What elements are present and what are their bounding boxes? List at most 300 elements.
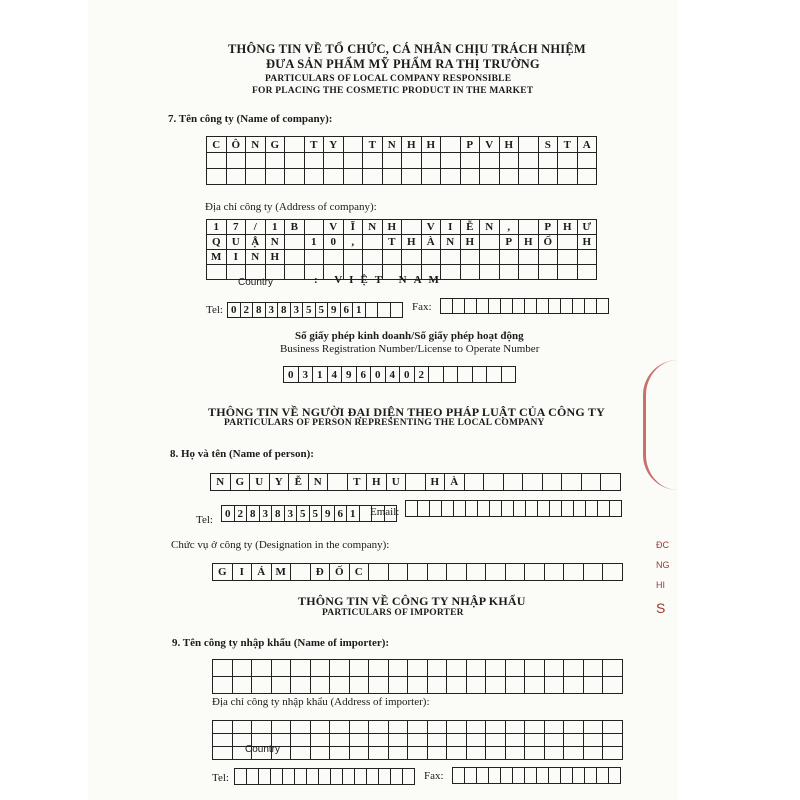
char-cell[interactable] xyxy=(539,265,559,280)
char-cell[interactable]: 0 xyxy=(284,367,299,383)
char-cell[interactable]: 5 xyxy=(310,506,323,522)
char-cell[interactable] xyxy=(539,250,559,265)
char-cell[interactable] xyxy=(467,721,487,734)
company-name-grid[interactable] xyxy=(206,136,597,185)
char-cell[interactable] xyxy=(350,734,370,747)
char-cell[interactable] xyxy=(403,769,415,785)
char-cell[interactable] xyxy=(525,564,545,581)
char-cell[interactable] xyxy=(305,169,325,185)
char-cell[interactable] xyxy=(408,564,428,581)
char-cell[interactable] xyxy=(506,677,526,694)
char-cell[interactable]: Y xyxy=(270,474,290,491)
char-cell[interactable] xyxy=(486,564,506,581)
char-cell[interactable]: 0 xyxy=(324,235,344,250)
char-cell[interactable] xyxy=(454,501,466,517)
char-cell[interactable]: N xyxy=(266,235,286,250)
char-cell[interactable] xyxy=(389,677,409,694)
char-cell[interactable] xyxy=(545,677,565,694)
char-cell[interactable] xyxy=(311,660,331,677)
char-cell[interactable] xyxy=(207,265,227,280)
char-cell[interactable]: Ô xyxy=(227,137,247,153)
char-cell[interactable] xyxy=(266,153,286,169)
char-cell[interactable] xyxy=(506,734,526,747)
char-cell[interactable]: T xyxy=(383,235,403,250)
char-cell[interactable] xyxy=(603,677,623,694)
char-cell[interactable] xyxy=(408,734,428,747)
char-cell[interactable] xyxy=(578,265,598,280)
char-cell[interactable] xyxy=(213,721,233,734)
char-cell[interactable] xyxy=(422,153,442,169)
importer-name-grid[interactable] xyxy=(212,659,623,694)
char-cell[interactable] xyxy=(246,153,266,169)
char-cell[interactable] xyxy=(402,153,422,169)
company-fax-grid[interactable] xyxy=(440,298,609,314)
char-cell[interactable] xyxy=(558,265,578,280)
char-cell[interactable] xyxy=(466,501,478,517)
char-cell[interactable]: V xyxy=(422,220,442,235)
char-cell[interactable]: 1 xyxy=(313,367,328,383)
char-cell[interactable]: 6 xyxy=(335,506,348,522)
char-cell[interactable]: Ố xyxy=(539,235,559,250)
char-cell[interactable]: C xyxy=(207,137,227,153)
char-cell[interactable] xyxy=(428,721,448,734)
char-cell[interactable] xyxy=(526,501,538,517)
char-cell[interactable] xyxy=(500,250,520,265)
char-cell[interactable]: 1 xyxy=(305,235,325,250)
char-cell[interactable] xyxy=(564,747,584,760)
char-cell[interactable]: H xyxy=(422,137,442,153)
char-cell[interactable] xyxy=(584,721,604,734)
char-cell[interactable] xyxy=(506,747,526,760)
char-cell[interactable]: N xyxy=(383,137,403,153)
char-cell[interactable] xyxy=(428,747,448,760)
char-cell[interactable]: G xyxy=(231,474,251,491)
char-cell[interactable] xyxy=(344,153,364,169)
char-cell[interactable] xyxy=(539,153,559,169)
char-cell[interactable]: A xyxy=(578,137,598,153)
char-cell[interactable] xyxy=(506,564,526,581)
char-cell[interactable]: Ậ xyxy=(246,235,266,250)
char-cell[interactable] xyxy=(561,299,573,314)
char-cell[interactable] xyxy=(501,299,513,314)
char-cell[interactable]: , xyxy=(500,220,520,235)
char-cell[interactable] xyxy=(285,265,305,280)
char-cell[interactable]: G xyxy=(266,137,286,153)
char-cell[interactable] xyxy=(305,250,325,265)
char-cell[interactable]: 3 xyxy=(266,303,279,318)
char-cell[interactable] xyxy=(525,677,545,694)
char-cell[interactable]: N xyxy=(246,137,266,153)
char-cell[interactable]: 7 xyxy=(227,220,247,235)
char-cell[interactable]: 0 xyxy=(228,303,241,318)
char-cell[interactable]: 4 xyxy=(386,367,401,383)
char-cell[interactable]: 5 xyxy=(303,303,316,318)
char-cell[interactable] xyxy=(252,660,272,677)
char-cell[interactable] xyxy=(477,768,489,784)
char-cell[interactable]: 0 xyxy=(222,506,235,522)
char-cell[interactable] xyxy=(324,169,344,185)
importer-tel-grid[interactable] xyxy=(234,768,415,785)
char-cell[interactable] xyxy=(545,721,565,734)
char-cell[interactable] xyxy=(539,169,559,185)
char-cell[interactable] xyxy=(367,769,379,785)
char-cell[interactable] xyxy=(291,564,311,581)
char-cell[interactable] xyxy=(227,153,247,169)
char-cell[interactable] xyxy=(389,721,409,734)
char-cell[interactable]: H xyxy=(383,220,403,235)
char-cell[interactable] xyxy=(506,660,526,677)
char-cell[interactable] xyxy=(344,137,364,153)
char-cell[interactable] xyxy=(350,677,370,694)
char-cell[interactable] xyxy=(486,747,506,760)
char-cell[interactable] xyxy=(525,747,545,760)
char-cell[interactable] xyxy=(558,250,578,265)
char-cell[interactable] xyxy=(428,660,448,677)
char-cell[interactable] xyxy=(603,564,623,581)
char-cell[interactable] xyxy=(285,153,305,169)
char-cell[interactable]: 9 xyxy=(328,303,341,318)
char-cell[interactable] xyxy=(207,169,227,185)
char-cell[interactable] xyxy=(564,660,584,677)
char-cell[interactable]: 2 xyxy=(235,506,248,522)
char-cell[interactable] xyxy=(213,677,233,694)
char-cell[interactable] xyxy=(465,474,485,491)
char-cell[interactable] xyxy=(609,768,621,784)
char-cell[interactable] xyxy=(465,299,477,314)
char-cell[interactable] xyxy=(428,564,448,581)
char-cell[interactable]: B xyxy=(285,220,305,235)
char-cell[interactable] xyxy=(519,169,539,185)
char-cell[interactable] xyxy=(525,721,545,734)
char-cell[interactable] xyxy=(350,747,370,760)
char-cell[interactable] xyxy=(584,660,604,677)
char-cell[interactable]: 1 xyxy=(353,303,366,318)
char-cell[interactable] xyxy=(378,303,391,318)
char-cell[interactable] xyxy=(489,299,501,314)
char-cell[interactable] xyxy=(610,501,622,517)
char-cell[interactable] xyxy=(525,299,537,314)
char-cell[interactable] xyxy=(311,677,331,694)
char-cell[interactable] xyxy=(598,501,610,517)
char-cell[interactable] xyxy=(480,169,500,185)
char-cell[interactable]: Ố xyxy=(330,564,350,581)
char-cell[interactable] xyxy=(272,677,292,694)
char-cell[interactable] xyxy=(441,153,461,169)
char-cell[interactable] xyxy=(213,660,233,677)
char-cell[interactable] xyxy=(578,153,598,169)
char-cell[interactable] xyxy=(330,734,350,747)
char-cell[interactable] xyxy=(319,769,331,785)
char-cell[interactable]: 2 xyxy=(415,367,430,383)
char-cell[interactable] xyxy=(506,721,526,734)
char-cell[interactable] xyxy=(305,153,325,169)
char-cell[interactable] xyxy=(550,501,562,517)
char-cell[interactable] xyxy=(307,769,319,785)
char-cell[interactable] xyxy=(408,747,428,760)
char-cell[interactable] xyxy=(473,367,488,383)
char-cell[interactable] xyxy=(311,747,331,760)
char-cell[interactable] xyxy=(233,660,253,677)
char-cell[interactable] xyxy=(213,734,233,747)
char-cell[interactable] xyxy=(525,768,537,784)
char-cell[interactable] xyxy=(477,299,489,314)
char-cell[interactable] xyxy=(291,660,311,677)
char-cell[interactable] xyxy=(444,367,459,383)
char-cell[interactable] xyxy=(484,474,504,491)
char-cell[interactable] xyxy=(578,250,598,265)
char-cell[interactable] xyxy=(246,169,266,185)
char-cell[interactable] xyxy=(558,235,578,250)
char-cell[interactable]: N xyxy=(480,220,500,235)
char-cell[interactable] xyxy=(519,265,539,280)
char-cell[interactable] xyxy=(574,501,586,517)
char-cell[interactable] xyxy=(330,660,350,677)
char-cell[interactable]: 0 xyxy=(400,367,415,383)
char-cell[interactable]: 8 xyxy=(247,506,260,522)
char-cell[interactable] xyxy=(330,677,350,694)
char-cell[interactable] xyxy=(465,768,477,784)
char-cell[interactable]: H xyxy=(367,474,387,491)
char-cell[interactable]: H xyxy=(519,235,539,250)
char-cell[interactable]: U xyxy=(250,474,270,491)
char-cell[interactable] xyxy=(489,768,501,784)
char-cell[interactable] xyxy=(461,250,481,265)
char-cell[interactable] xyxy=(597,768,609,784)
char-cell[interactable]: H xyxy=(402,137,422,153)
char-cell[interactable] xyxy=(502,501,514,517)
char-cell[interactable]: 6 xyxy=(357,367,372,383)
char-cell[interactable] xyxy=(227,169,247,185)
char-cell[interactable] xyxy=(447,721,467,734)
char-cell[interactable]: H xyxy=(461,235,481,250)
char-cell[interactable]: 4 xyxy=(328,367,343,383)
char-cell[interactable]: N xyxy=(211,474,231,491)
char-cell[interactable] xyxy=(585,768,597,784)
char-cell[interactable] xyxy=(490,501,502,517)
char-cell[interactable] xyxy=(549,299,561,314)
char-cell[interactable] xyxy=(247,769,259,785)
char-cell[interactable]: 5 xyxy=(316,303,329,318)
char-cell[interactable]: Q xyxy=(207,235,227,250)
char-cell[interactable] xyxy=(430,501,442,517)
char-cell[interactable] xyxy=(343,769,355,785)
char-cell[interactable] xyxy=(330,721,350,734)
char-cell[interactable] xyxy=(391,769,403,785)
char-cell[interactable]: V xyxy=(480,137,500,153)
char-cell[interactable] xyxy=(458,367,473,383)
char-cell[interactable] xyxy=(369,747,389,760)
char-cell[interactable] xyxy=(428,734,448,747)
char-cell[interactable] xyxy=(480,235,500,250)
char-cell[interactable]: 2 xyxy=(241,303,254,318)
company-address-grid[interactable] xyxy=(206,219,597,280)
char-cell[interactable]: 3 xyxy=(285,506,298,522)
char-cell[interactable] xyxy=(383,250,403,265)
char-cell[interactable] xyxy=(402,169,422,185)
char-cell[interactable] xyxy=(504,474,524,491)
char-cell[interactable]: 9 xyxy=(342,367,357,383)
char-cell[interactable] xyxy=(486,660,506,677)
char-cell[interactable] xyxy=(285,235,305,250)
char-cell[interactable] xyxy=(501,768,513,784)
char-cell[interactable]: P xyxy=(539,220,559,235)
char-cell[interactable] xyxy=(467,564,487,581)
char-cell[interactable] xyxy=(369,721,389,734)
char-cell[interactable]: 3 xyxy=(299,367,314,383)
char-cell[interactable] xyxy=(564,677,584,694)
char-cell[interactable]: I xyxy=(441,220,461,235)
char-cell[interactable] xyxy=(564,734,584,747)
char-cell[interactable] xyxy=(538,501,550,517)
char-cell[interactable]: T xyxy=(305,137,325,153)
char-cell[interactable] xyxy=(233,721,253,734)
char-cell[interactable] xyxy=(573,768,585,784)
char-cell[interactable] xyxy=(585,299,597,314)
char-cell[interactable] xyxy=(402,220,422,235)
char-cell[interactable] xyxy=(213,747,233,760)
char-cell[interactable] xyxy=(389,564,409,581)
char-cell[interactable] xyxy=(480,250,500,265)
char-cell[interactable] xyxy=(311,721,331,734)
char-cell[interactable] xyxy=(543,474,563,491)
char-cell[interactable] xyxy=(573,299,585,314)
char-cell[interactable]: U xyxy=(227,235,247,250)
char-cell[interactable]: 6 xyxy=(341,303,354,318)
char-cell[interactable]: P xyxy=(500,235,520,250)
char-cell[interactable] xyxy=(235,769,247,785)
char-cell[interactable]: S xyxy=(539,137,559,153)
char-cell[interactable] xyxy=(441,137,461,153)
char-cell[interactable] xyxy=(408,677,428,694)
char-cell[interactable]: 3 xyxy=(260,506,273,522)
char-cell[interactable] xyxy=(305,220,325,235)
char-cell[interactable] xyxy=(383,153,403,169)
char-cell[interactable] xyxy=(545,660,565,677)
char-cell[interactable] xyxy=(467,677,487,694)
char-cell[interactable] xyxy=(562,474,582,491)
char-cell[interactable] xyxy=(291,747,311,760)
char-cell[interactable] xyxy=(389,660,409,677)
char-cell[interactable]: M xyxy=(207,250,227,265)
char-cell[interactable] xyxy=(291,721,311,734)
char-cell[interactable] xyxy=(453,299,465,314)
char-cell[interactable] xyxy=(603,747,623,760)
char-cell[interactable] xyxy=(561,768,573,784)
char-cell[interactable]: V xyxy=(324,220,344,235)
char-cell[interactable] xyxy=(558,169,578,185)
char-cell[interactable] xyxy=(363,153,383,169)
char-cell[interactable] xyxy=(461,153,481,169)
char-cell[interactable]: 0 xyxy=(371,367,386,383)
char-cell[interactable]: H xyxy=(578,235,598,250)
char-cell[interactable] xyxy=(519,250,539,265)
char-cell[interactable] xyxy=(467,734,487,747)
char-cell[interactable]: T xyxy=(558,137,578,153)
char-cell[interactable] xyxy=(285,169,305,185)
char-cell[interactable] xyxy=(502,367,517,383)
char-cell[interactable]: Y xyxy=(324,137,344,153)
char-cell[interactable] xyxy=(291,734,311,747)
char-cell[interactable]: , xyxy=(344,235,364,250)
char-cell[interactable]: H xyxy=(402,235,422,250)
char-cell[interactable] xyxy=(285,250,305,265)
char-cell[interactable] xyxy=(441,169,461,185)
char-cell[interactable] xyxy=(408,721,428,734)
char-cell[interactable] xyxy=(259,769,271,785)
char-cell[interactable] xyxy=(272,660,292,677)
char-cell[interactable] xyxy=(500,169,520,185)
char-cell[interactable]: I xyxy=(233,564,253,581)
char-cell[interactable] xyxy=(285,137,305,153)
char-cell[interactable] xyxy=(408,660,428,677)
representative-name-grid[interactable] xyxy=(210,473,621,491)
char-cell[interactable] xyxy=(366,303,379,318)
char-cell[interactable]: P xyxy=(461,137,481,153)
char-cell[interactable] xyxy=(584,734,604,747)
char-cell[interactable] xyxy=(441,299,453,314)
char-cell[interactable] xyxy=(311,734,331,747)
char-cell[interactable] xyxy=(537,768,549,784)
char-cell[interactable] xyxy=(324,153,344,169)
char-cell[interactable] xyxy=(350,721,370,734)
char-cell[interactable] xyxy=(486,677,506,694)
char-cell[interactable] xyxy=(513,768,525,784)
char-cell[interactable] xyxy=(480,153,500,169)
char-cell[interactable]: 8 xyxy=(253,303,266,318)
char-cell[interactable] xyxy=(441,250,461,265)
char-cell[interactable]: Ễ xyxy=(289,474,309,491)
char-cell[interactable]: C xyxy=(350,564,370,581)
char-cell[interactable] xyxy=(447,677,467,694)
char-cell[interactable] xyxy=(461,169,481,185)
char-cell[interactable] xyxy=(418,501,430,517)
char-cell[interactable]: U xyxy=(387,474,407,491)
char-cell[interactable] xyxy=(330,747,350,760)
char-cell[interactable] xyxy=(331,769,343,785)
char-cell[interactable] xyxy=(252,677,272,694)
char-cell[interactable] xyxy=(447,660,467,677)
char-cell[interactable]: N xyxy=(441,235,461,250)
char-cell[interactable] xyxy=(549,768,561,784)
char-cell[interactable]: 8 xyxy=(272,506,285,522)
char-cell[interactable] xyxy=(363,250,383,265)
char-cell[interactable]: N xyxy=(363,220,383,235)
char-cell[interactable]: Ĩ xyxy=(344,220,364,235)
char-cell[interactable] xyxy=(584,677,604,694)
char-cell[interactable] xyxy=(429,367,444,383)
char-cell[interactable] xyxy=(584,747,604,760)
char-cell[interactable] xyxy=(525,660,545,677)
char-cell[interactable] xyxy=(266,169,286,185)
char-cell[interactable] xyxy=(537,299,549,314)
char-cell[interactable]: Đ xyxy=(311,564,331,581)
license-number-grid[interactable] xyxy=(283,366,516,383)
char-cell[interactable]: Ư xyxy=(578,220,598,235)
char-cell[interactable] xyxy=(447,564,467,581)
char-cell[interactable]: / xyxy=(246,220,266,235)
company-tel-grid[interactable] xyxy=(227,302,403,318)
char-cell[interactable] xyxy=(406,501,418,517)
char-cell[interactable] xyxy=(514,501,526,517)
char-cell[interactable] xyxy=(271,769,283,785)
char-cell[interactable] xyxy=(389,734,409,747)
char-cell[interactable] xyxy=(486,721,506,734)
char-cell[interactable] xyxy=(442,501,454,517)
char-cell[interactable] xyxy=(486,734,506,747)
char-cell[interactable] xyxy=(519,153,539,169)
char-cell[interactable] xyxy=(461,265,481,280)
representative-email-grid[interactable] xyxy=(405,500,622,517)
